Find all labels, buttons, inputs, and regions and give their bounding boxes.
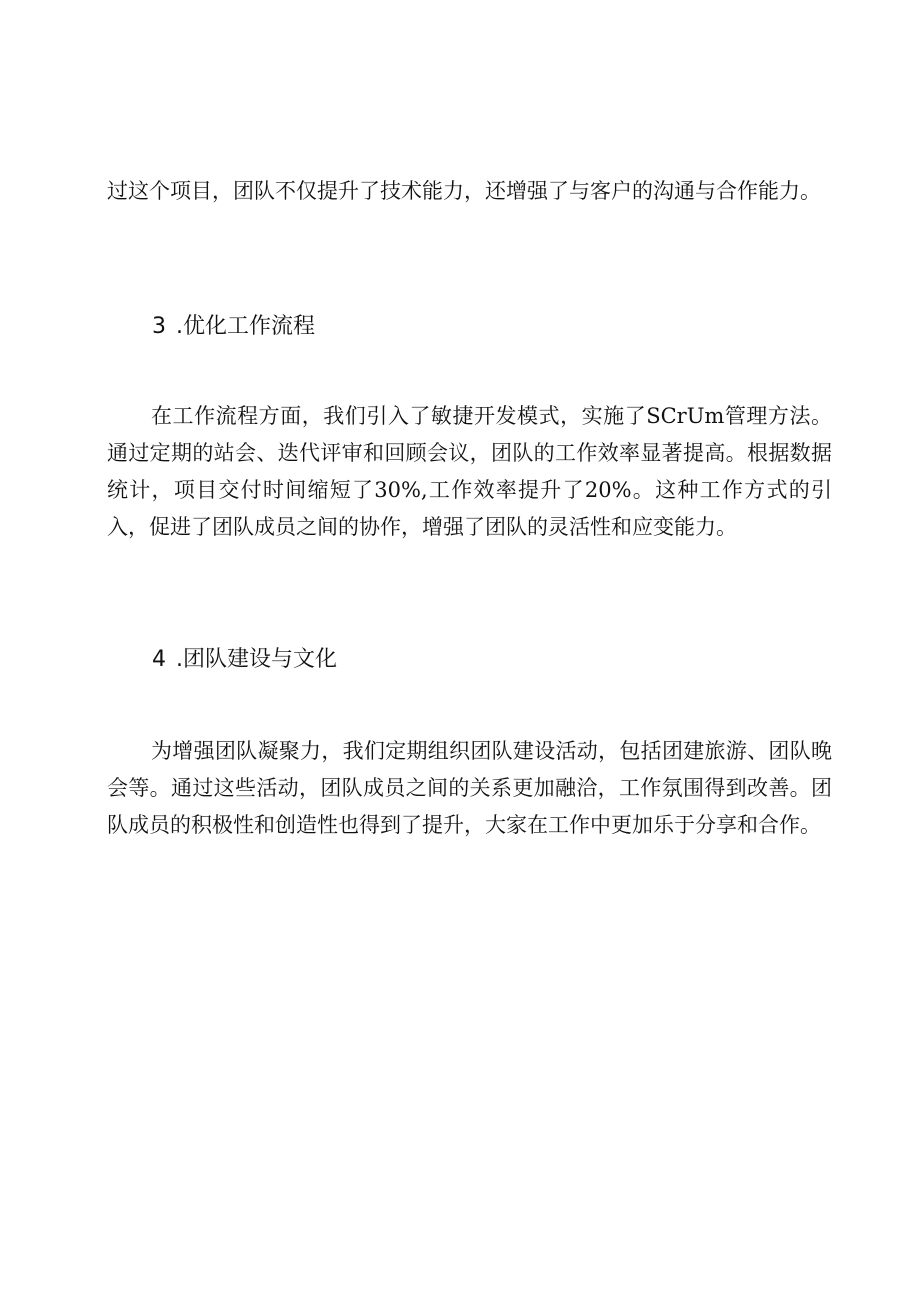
section-4-heading xyxy=(152,645,337,675)
section-4-title: .团队建设与文化 xyxy=(176,647,337,672)
section-4-number: 4 xyxy=(152,647,166,672)
section-3-heading xyxy=(152,312,315,342)
section-3-paragraph: 在工作流程方面，我们引入了敏捷开发模式，实施了SCrUm管理方法。通过定期的站会、迭代评审和回顾会议，团队的工作效率显著提高。根据数据统计，项目交付时间缩短了30%,工作效率提升了20%。这种工作方式的引入，促进了团队成员之间的协作，增强了团队的灵活性和应变能力。 xyxy=(107,404,832,539)
section-3-title: .优化工作流程 xyxy=(176,314,315,339)
intro-paragraph: 过这个项目，团队不仅提升了技术能力，还增强了与客户的沟通与合作能力。 xyxy=(107,179,821,203)
section-3-number: 3 xyxy=(152,314,166,339)
section-4-paragraph: 为增强团队凝聚力，我们定期组织团队建设活动，包括团建旅游、团队晚会等。通过这些活动，团队成员之间的关系更加融洽，工作氛围得到改善。团队成员的积极性和创造性也得到了提升，大家在工作中更加乐于分享和合作。 xyxy=(107,739,832,837)
